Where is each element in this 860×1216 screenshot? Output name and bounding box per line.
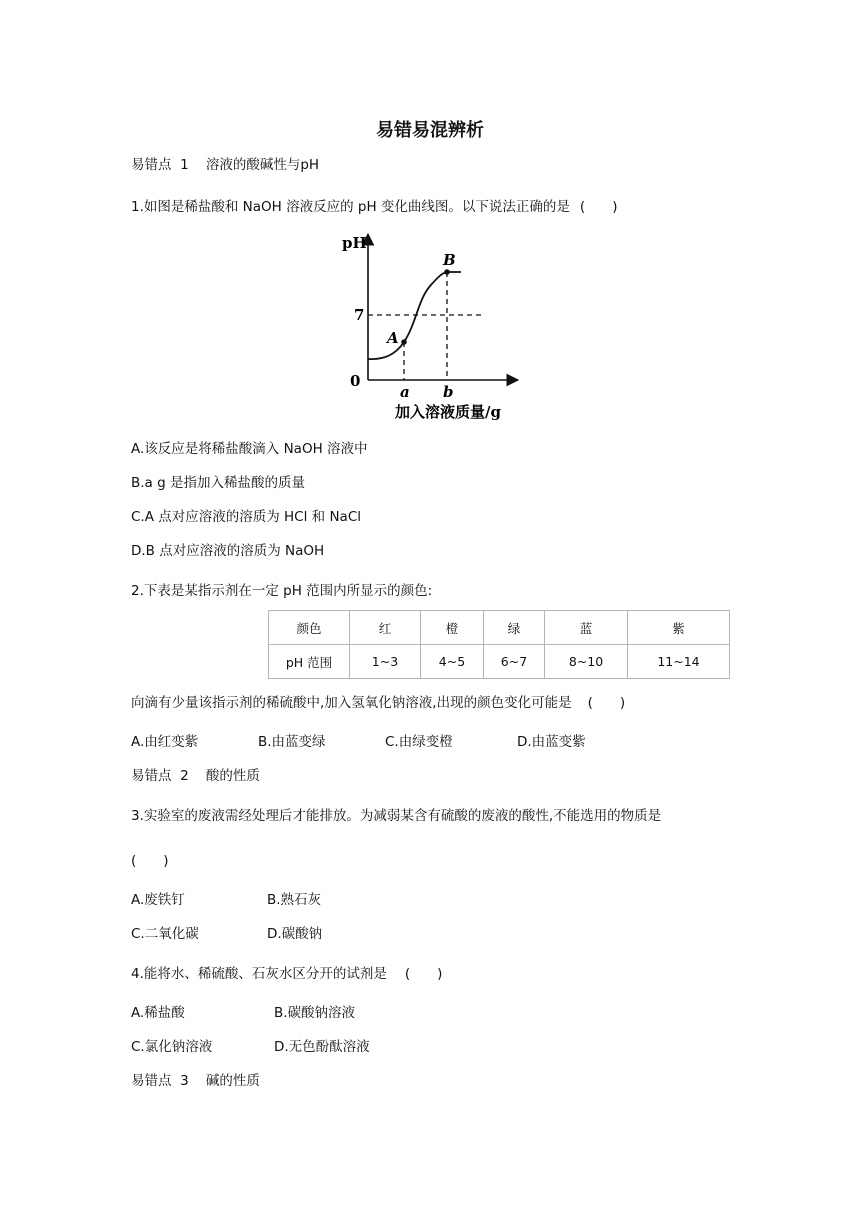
section-name: 酸的性质 <box>205 768 260 784</box>
point-b-label: B <box>443 251 456 269</box>
table-cell: 橙 <box>421 611 484 645</box>
section-heading <box>131 1072 260 1090</box>
option-a: A.废铁钉 <box>131 892 185 908</box>
option-a: A.该反应是将稀盐酸滴入 NaOH 溶液中 <box>131 441 368 457</box>
table-cell: 紫 <box>628 611 730 645</box>
section-number: 3 <box>180 1073 189 1089</box>
point-b-marker <box>444 269 450 275</box>
y-axis-label: pH <box>342 234 367 252</box>
section-label: 易错点 <box>131 1073 172 1089</box>
table-cell: 6~7 <box>484 645 545 679</box>
option-b: B.碳酸钠溶液 <box>274 1005 356 1021</box>
question-4-stem <box>131 965 442 983</box>
option-d: D.无色酚酞溶液 <box>274 1039 370 1055</box>
option-b: B.熟石灰 <box>267 892 322 908</box>
question-4-options-row2 <box>131 1038 370 1056</box>
table-cell: pH 范围 <box>269 645 350 679</box>
section-label: 易错点 <box>131 768 172 784</box>
question-4-options-row1 <box>131 1004 355 1022</box>
answer-blank: ( ) <box>404 966 443 982</box>
question-3-options-row1 <box>131 891 321 909</box>
option-c: C.二氧化碳 <box>131 926 199 942</box>
section-label: 易错点 <box>131 157 172 173</box>
table-cell: 颜色 <box>269 611 350 645</box>
section-number: 1 <box>180 157 189 173</box>
table-row <box>269 611 730 645</box>
option-c: C.A 点对应溶液的溶质为 HCl 和 NaCl <box>131 509 361 525</box>
table-row <box>269 645 730 679</box>
option-c: C.由绿变橙 <box>385 734 453 750</box>
option-d: D.碳酸钠 <box>267 926 323 942</box>
question-3-options-row2 <box>131 925 322 943</box>
option-d: D.B 点对应溶液的溶质为 NaOH <box>131 543 325 559</box>
option-d: D.由蓝变紫 <box>517 734 586 750</box>
y-tick-label: 7 <box>354 306 365 324</box>
question-text: 向滴有少量该指示剂的稀硫酸中,加入氢氧化钠溶液,出现的颜色变化可能是 <box>131 695 572 711</box>
answer-blank: ( ) <box>131 853 169 869</box>
table-cell: 8~10 <box>545 645 628 679</box>
table-cell: 11~14 <box>628 645 730 679</box>
section-name: 溶液的酸碱性与pH <box>205 157 320 173</box>
question-2-options <box>131 733 586 751</box>
origin-label: 0 <box>350 372 361 390</box>
table-cell: 4~5 <box>421 645 484 679</box>
question-text: 4.能将水、稀硫酸、石灰水区分开的试剂是 <box>131 966 387 982</box>
answer-blank: ( ) <box>587 695 626 711</box>
point-a-label: A <box>387 329 399 347</box>
option-a: A.稀盐酸 <box>131 1005 185 1021</box>
x-axis-label: 加入溶液质量/g <box>395 403 501 421</box>
question-2-stem: 2.下表是某指示剂在一定 pH 范围内所显示的颜色: <box>131 583 433 599</box>
question-text: 1.如图是稀盐酸和 NaOH 溶液反应的 pH 变化曲线图。以下说法正确的是 <box>131 199 570 215</box>
question-3-stem: 3.实验室的废液需经处理后才能排放。为减弱某含有硫酸的废液的酸性,不能选用的物质是 <box>131 808 662 824</box>
section-name: 碱的性质 <box>205 1073 260 1089</box>
question-1-stem <box>131 198 617 216</box>
x-tick-label-a: a <box>400 383 410 401</box>
question-2-stem-2 <box>131 694 625 712</box>
section-heading <box>131 156 319 174</box>
table-cell: 蓝 <box>545 611 628 645</box>
option-c: C.氯化钠溶液 <box>131 1039 213 1055</box>
answer-blank: ( ) <box>579 199 618 215</box>
option-b: B.由蓝变绿 <box>258 734 326 750</box>
table-cell: 1~3 <box>350 645 421 679</box>
point-a-marker <box>401 339 407 345</box>
option-a: A.由红变紫 <box>131 734 199 750</box>
option-b: B.a g 是指加入稀盐酸的质量 <box>131 475 305 491</box>
indicator-color-table <box>268 610 730 679</box>
page-title: 易错易混辨析 <box>376 120 484 141</box>
x-tick-label-b: b <box>443 383 454 401</box>
section-number: 2 <box>180 768 189 784</box>
table-cell: 红 <box>350 611 421 645</box>
ph-curve-chart <box>330 226 530 426</box>
table-cell: 绿 <box>484 611 545 645</box>
section-heading <box>131 767 260 785</box>
